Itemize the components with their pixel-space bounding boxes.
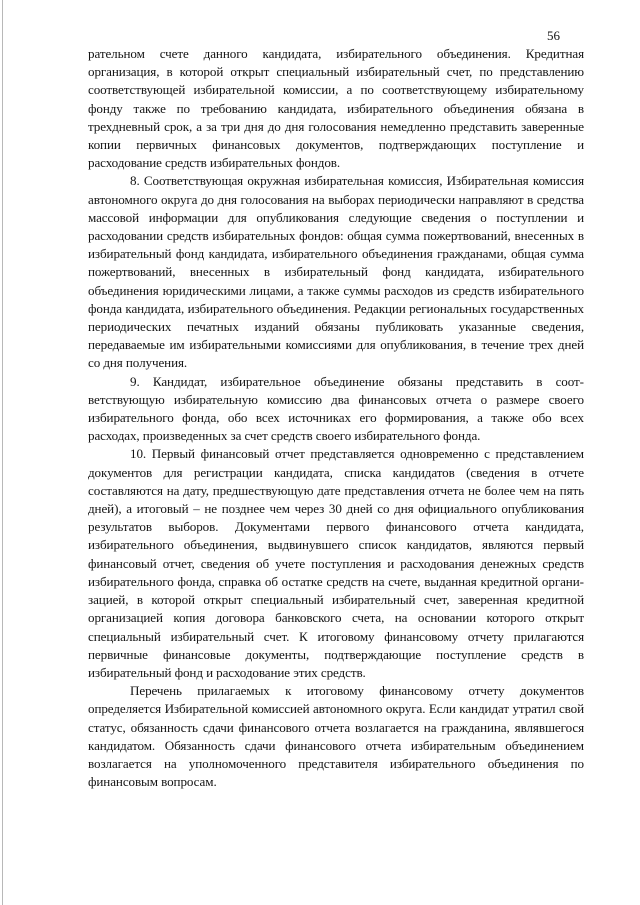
page-number: 56 [547, 28, 560, 43]
paragraph-item-9: 9. Кандидат, избирательное объединение обязаны представить в соответствующую избирательную комиссию два финансовых отчета о размере своего избирательного фонда, обо всех источниках его формирования, а также обо всех расходах, произведенных за счет средств своего избирательного фонда. [88, 373, 584, 444]
scan-edge-line [2, 0, 3, 905]
paragraph-item-8: 8. Соответствующая окружная избирательная комиссия, Избирательная комиссия автономного округа до дня голосования на выборах периодически направляют в средства массовой информации для опубликования следующие сведения о поступлении и расходовании средств избирательных фондов: общая сумма пожертвований, внесенных в избирательный фонд кандидата, избирательного объединения гражданами, общая сумма пожертвований, внесенных в избирательный фонд кандидата, избирательного объединения юридическими лицами, а также суммы расходов из средств избирательного фонда кандидата, избирательного объединения. Редакции региональных государственных периодических печатных изданий обязаны публиковать указанные сведения, передаваемые им избирательными комиссиями для опубликования, в течение трех дней со дня получения. [88, 173, 584, 371]
paragraph-continuation: рательном счете данного кандидата, избирательного объединения. Кредитная организация, в которой открыт специальный избирательный счет, по представлению соответствующей избирательной комиссии, а по соответствующему избирательному фонду также по требованию кандидата, избирательного объединения обязана в трехдневный срок, а за три дня до дня голосования немедленно представить заверенные копии первичных финансовых документов, подтверждающих поступление и расходование средств избирательных фондов. [88, 46, 584, 171]
paragraph-item-10: 10. Первый финансовый отчет представляется одновременно с представлением документов для регистрации кандидата, списка кандидатов (сведения в отчете составляются на дату, предшествующую дате представления отчета не более чем на пять дней), а итоговый – не позднее чем через 30 дней со дня официального опубликования результатов выборов. Документами первого финансового отчета кандидата, избирательного объединения, выдвинувшего список кандидатов, являются первый финансовый отчет, сведения об учете поступления и расходования денежных средств избирательного фонда, справка об остатке средств на счете, выданная кредитной организацией, в которой открыт специальный избирательный счет, заверенная кредитной организацией копия договора банковского счета, на основании которого открыт специальный избирательный счет. К итоговому финансовому отчету прилагаются первичные финансовые документы, подтверждающие поступление средств в избирательный фонд и расходование этих средств. [88, 446, 584, 680]
paragraph-attachments-list: Перечень прилагаемых к итоговому финансовому отчету документов определяется Избирательной комиссией автономного округа. Если кандидат утратил свой статус, обязанность сдачи финансового отчета возлагается на гражданина, являвшегося кандидатом. Обязанность сдачи финансового отчета избирательным объединением возлагается на уполномоченного представителя избирательного объединения по финансовым вопросам. [88, 683, 584, 790]
document-body [88, 45, 584, 791]
